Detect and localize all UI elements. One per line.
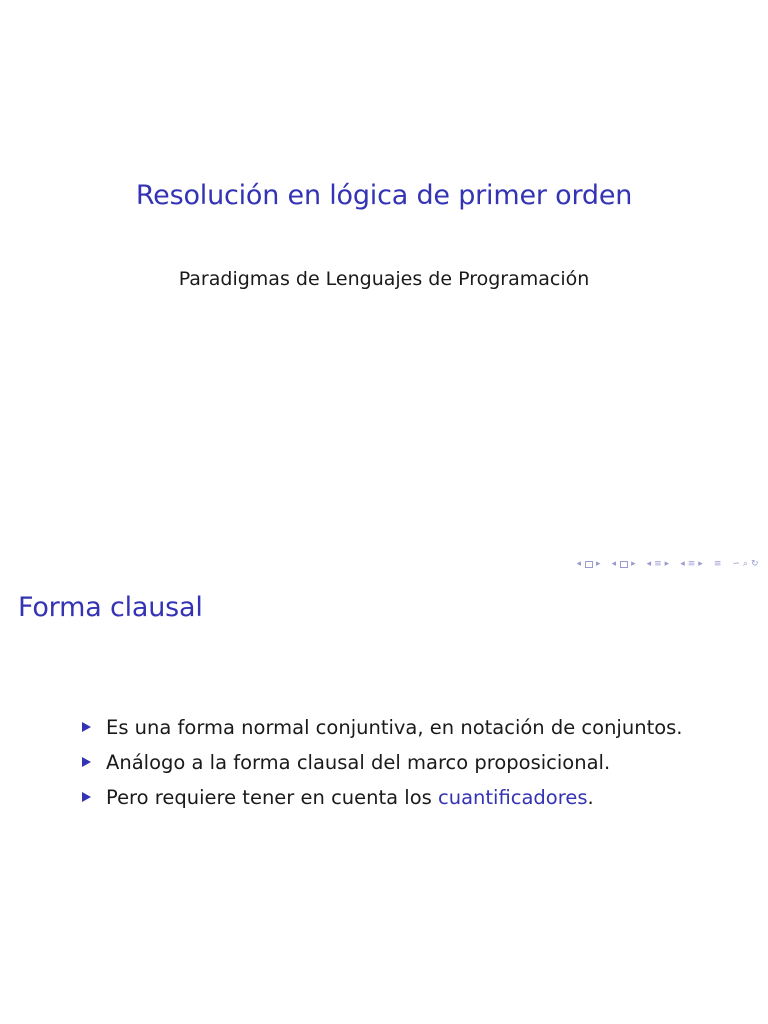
nav-prev-arrow-icon[interactable]: ◂: [611, 559, 617, 569]
list-item: [82, 780, 683, 815]
nav-next-arrow-icon[interactable]: ▸: [596, 559, 601, 569]
search-back-icon[interactable]: ∽: [732, 559, 740, 569]
bullet-text-suffix: .: [587, 786, 594, 809]
content-slide: [0, 512, 768, 1024]
nav-prev-arrow-icon[interactable]: ◂: [576, 559, 581, 569]
nav-prev-arrow-icon[interactable]: ◂: [680, 559, 685, 569]
bullet-text: Es una forma normal conjuntiva, en notación de conjuntos.: [106, 716, 683, 739]
nav-next-arrow-icon[interactable]: ▸: [698, 559, 703, 569]
bullet-text-prefix: Pero requiere tener en cuenta los: [106, 786, 439, 809]
nav-next-arrow-icon[interactable]: ▸: [664, 559, 670, 569]
triangle-bullet-icon: [82, 792, 91, 802]
bullet-text: [106, 780, 594, 815]
list-item: [82, 710, 683, 745]
nav-prev-arrow-icon[interactable]: ◂: [646, 559, 652, 569]
list-item: [82, 745, 683, 780]
bullet-list: [82, 710, 683, 815]
part-icon[interactable]: ≡: [687, 559, 696, 569]
triangle-bullet-icon: [82, 757, 91, 767]
refresh-icon[interactable]: ↻: [750, 559, 759, 569]
frame-title: Forma clausal: [18, 592, 203, 623]
presentation-subtitle: Paradigmas de Lenguajes de Programación: [178, 268, 590, 290]
zoom-icon[interactable]: ⌕: [742, 559, 748, 569]
highlighted-term: cuantificadores: [438, 786, 588, 809]
document-align-icon[interactable]: ≡: [713, 559, 722, 569]
triangle-bullet-icon: [82, 722, 91, 732]
presentation-title: Resolución en lógica de primer orden: [135, 180, 633, 211]
nav-next-arrow-icon[interactable]: ▸: [631, 559, 636, 569]
section-icon[interactable]: ≡: [654, 559, 662, 569]
bullet-text: Análogo a la forma clausal del marco proposicional.: [106, 751, 611, 774]
